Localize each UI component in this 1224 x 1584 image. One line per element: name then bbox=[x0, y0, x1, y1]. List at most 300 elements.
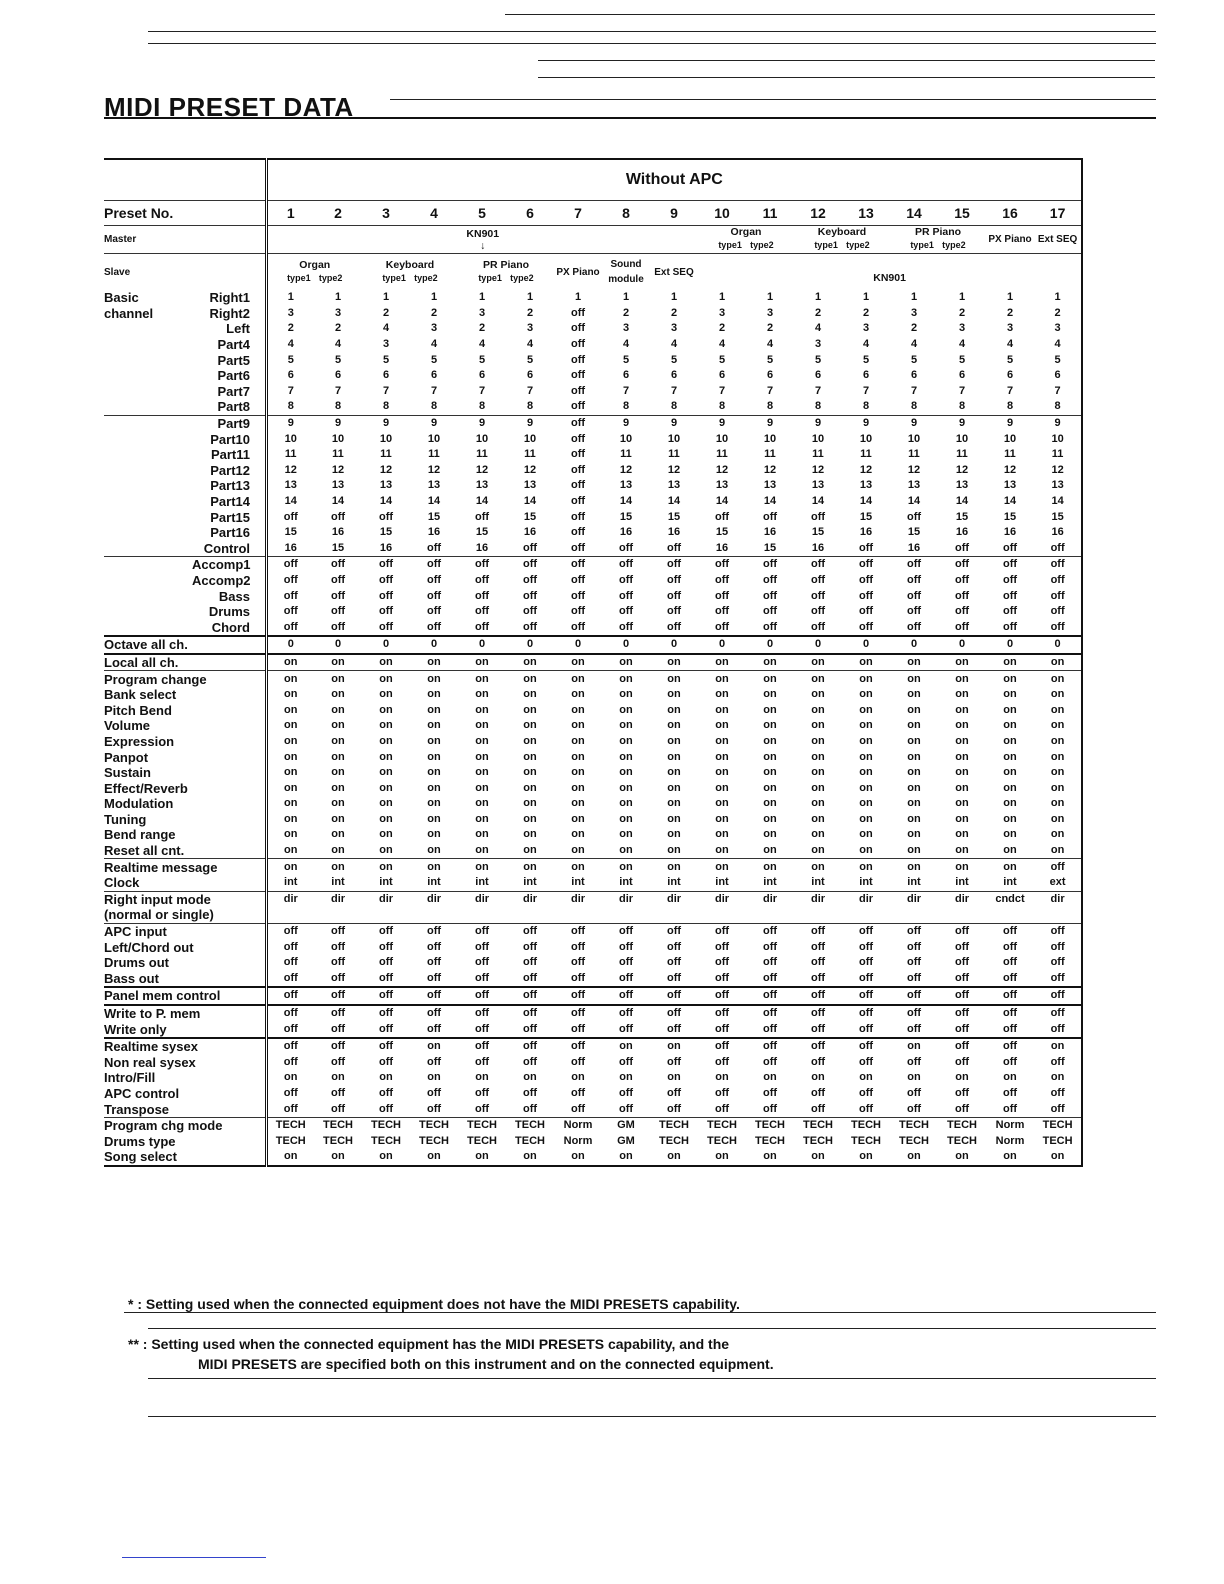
preset-number-7: 7 bbox=[554, 201, 602, 226]
table-cell: off bbox=[698, 987, 746, 1005]
table-row bbox=[104, 749, 1082, 765]
table-cell: off bbox=[283, 956, 298, 969]
table-cell: 6 bbox=[958, 369, 966, 382]
table-cell: on bbox=[427, 828, 441, 841]
table-cell: on bbox=[619, 781, 633, 794]
table-cell: 6 bbox=[910, 369, 918, 382]
table-cell: 12 bbox=[475, 463, 489, 476]
table-cell: on bbox=[1034, 843, 1082, 859]
table-cell: on bbox=[890, 1038, 938, 1055]
table-cell: on bbox=[619, 703, 633, 716]
table-cell: 6 bbox=[334, 369, 342, 382]
table-cell: off bbox=[746, 1038, 794, 1055]
table-cell: 12 bbox=[1034, 463, 1082, 479]
row-label-cell bbox=[104, 321, 266, 337]
table-row bbox=[104, 509, 1082, 525]
table-cell: off bbox=[474, 1022, 490, 1035]
table-cell: on bbox=[907, 812, 921, 825]
row-label-cell bbox=[104, 636, 266, 654]
row-sub-label: Part4 bbox=[217, 337, 250, 353]
table-cell: on bbox=[284, 688, 298, 701]
table-cell: off bbox=[858, 541, 874, 554]
table-row bbox=[104, 1005, 1082, 1022]
table-cell: on bbox=[890, 859, 938, 875]
table-cell bbox=[938, 907, 986, 923]
table-cell: on bbox=[650, 654, 698, 671]
row-label-cell bbox=[104, 671, 266, 687]
table-cell: 2 bbox=[382, 306, 390, 319]
table-cell: 14 bbox=[955, 495, 969, 508]
table-cell: on bbox=[715, 688, 729, 701]
table-cell: on bbox=[1034, 827, 1082, 843]
row-label-cell bbox=[104, 384, 266, 400]
table-cell: on bbox=[1034, 671, 1082, 687]
table-cell: TECH bbox=[506, 1117, 554, 1133]
table-cell: 1 bbox=[766, 291, 774, 304]
table-cell: 3 bbox=[718, 306, 726, 319]
table-cell: on bbox=[811, 797, 825, 810]
table-cell: 3 bbox=[910, 306, 918, 319]
table-cell: off bbox=[954, 1102, 970, 1115]
slave-ext-seq: Ext SEQ bbox=[650, 254, 698, 291]
table-cell: off bbox=[986, 1038, 1034, 1055]
master-prpiano-cell bbox=[890, 226, 986, 254]
table-cell: 1 bbox=[334, 291, 342, 304]
table-cell: on bbox=[506, 671, 554, 687]
table-cell: 4 bbox=[814, 322, 822, 335]
table-cell: on bbox=[811, 812, 825, 825]
table-cell: off bbox=[522, 956, 538, 969]
table-cell: 14 bbox=[715, 495, 729, 508]
table-cell: 0 bbox=[698, 636, 746, 654]
table-cell: on bbox=[523, 766, 537, 779]
table-cell: on bbox=[1034, 812, 1082, 828]
table-cell: off bbox=[714, 971, 730, 984]
footnote-2: ** : Setting used when the connected equipment has the MIDI PRESETS capability, and the bbox=[128, 1336, 730, 1352]
table-cell: 6 bbox=[526, 369, 534, 382]
table-cell: off bbox=[842, 1038, 890, 1055]
table-cell: on bbox=[667, 828, 681, 841]
row-label: Tuning bbox=[104, 811, 147, 827]
table-cell: on bbox=[410, 671, 458, 687]
table-cell: on bbox=[379, 719, 393, 732]
table-cell: off bbox=[810, 971, 826, 984]
table-cell: 4 bbox=[430, 338, 438, 351]
table-cell: on bbox=[314, 671, 362, 687]
table-cell: 16 bbox=[811, 541, 825, 554]
slave-label: Slave bbox=[104, 266, 131, 278]
table-cell: off bbox=[410, 923, 458, 939]
table-cell: GM bbox=[617, 1134, 635, 1147]
table-cell: off bbox=[762, 605, 778, 618]
table-cell: on bbox=[859, 797, 873, 810]
table-cell: off bbox=[362, 987, 410, 1005]
table-cell: off bbox=[522, 1102, 538, 1115]
row-label: Volume bbox=[104, 718, 150, 734]
table-cell: on bbox=[698, 1149, 746, 1166]
table-cell: Norm bbox=[995, 1134, 1025, 1147]
preset-number-4: 4 bbox=[410, 201, 458, 226]
table-cell: 16 bbox=[763, 526, 777, 539]
table-cell: off bbox=[378, 940, 394, 953]
table-cell: on bbox=[266, 671, 314, 687]
table-cell: on bbox=[859, 766, 873, 779]
table-cell: off bbox=[746, 1005, 794, 1022]
row-label: Right input mode bbox=[104, 891, 211, 907]
table-cell: on bbox=[859, 781, 873, 794]
row-sub-label: Part9 bbox=[217, 416, 250, 432]
table-cell: off bbox=[570, 448, 586, 461]
table-cell: on bbox=[571, 766, 585, 779]
table-cell: 10 bbox=[284, 432, 297, 445]
table-cell: off bbox=[1034, 955, 1082, 971]
table-cell: 1 bbox=[910, 291, 918, 304]
table-cell: 10 bbox=[859, 432, 873, 445]
table-cell: 10 bbox=[475, 432, 489, 445]
table-cell: off bbox=[266, 923, 314, 939]
table-cell: off bbox=[618, 605, 634, 618]
table-cell: off bbox=[362, 557, 410, 573]
table-cell: on bbox=[763, 812, 777, 825]
table-cell: off bbox=[330, 1086, 346, 1099]
table-row bbox=[104, 812, 1082, 828]
table-cell: on bbox=[571, 781, 585, 794]
table-cell: off bbox=[714, 1102, 730, 1115]
row-label-cell bbox=[104, 352, 266, 368]
table-cell: on bbox=[475, 688, 489, 701]
table-cell: 8 bbox=[958, 400, 966, 413]
table-cell: on bbox=[1034, 734, 1082, 750]
table-cell: on bbox=[667, 797, 681, 810]
table-cell: on bbox=[331, 734, 345, 747]
table-cell: 0 bbox=[410, 636, 458, 654]
table-cell: off bbox=[426, 1055, 442, 1068]
table-cell: off bbox=[266, 987, 314, 1005]
table-cell: off bbox=[283, 589, 298, 602]
table-cell: on bbox=[284, 828, 298, 841]
table-cell: 3 bbox=[382, 338, 390, 351]
table-cell: on bbox=[938, 859, 986, 875]
table-cell: 0 bbox=[890, 636, 938, 654]
table-row bbox=[104, 939, 1082, 955]
table-row bbox=[104, 687, 1082, 703]
table-row bbox=[104, 636, 1082, 654]
table-cell: on bbox=[331, 688, 345, 701]
row-sub-label: Part15 bbox=[210, 509, 250, 525]
table-cell: on bbox=[667, 734, 681, 747]
table-cell: on bbox=[907, 1071, 921, 1084]
table-cell: off bbox=[283, 971, 298, 984]
table-cell: on bbox=[1003, 766, 1017, 779]
row-label: Effect/Reverb bbox=[104, 780, 188, 796]
slave-keyboard-label: Keyboard bbox=[385, 258, 435, 271]
table-cell: off bbox=[618, 1022, 634, 1035]
table-cell: off bbox=[714, 605, 730, 618]
row-label-cell bbox=[104, 859, 266, 875]
table-cell: on bbox=[650, 859, 698, 875]
table-cell: on bbox=[811, 688, 825, 701]
table-cell: off bbox=[522, 971, 538, 984]
table-cell: dir bbox=[1034, 891, 1082, 907]
table-cell: Norm bbox=[986, 1117, 1034, 1133]
table-cell: 12 bbox=[427, 463, 441, 476]
slave-keyboard-type1: type1 bbox=[382, 272, 406, 283]
row-label: Bass out bbox=[104, 970, 159, 986]
table-cell: 4 bbox=[526, 338, 534, 351]
table-cell: 1 bbox=[814, 291, 822, 304]
row-label-cell bbox=[104, 687, 266, 703]
table-cell: off bbox=[554, 1005, 602, 1022]
row-label-cell bbox=[104, 509, 266, 525]
slave-prpiano-type1: type1 bbox=[478, 272, 502, 283]
table-cell: off bbox=[954, 1055, 970, 1068]
table-cell: on bbox=[554, 654, 602, 671]
row-label-cell bbox=[104, 923, 266, 939]
table-cell: off bbox=[378, 605, 394, 618]
table-cell: 10 bbox=[1003, 432, 1017, 445]
table-cell: 12 bbox=[667, 463, 681, 476]
table-row bbox=[104, 431, 1082, 447]
table-cell: on bbox=[1003, 719, 1017, 732]
table-cell: off bbox=[1034, 1101, 1082, 1117]
table-cell: 15 bbox=[859, 510, 873, 523]
table-cell: 6 bbox=[814, 369, 822, 382]
table-cell: 12 bbox=[331, 463, 345, 476]
table-cell: off bbox=[986, 1005, 1034, 1022]
table-cell: on bbox=[427, 734, 441, 747]
table-cell: on bbox=[523, 719, 537, 732]
row-label: Reset all cnt. bbox=[104, 843, 185, 859]
table-cell: on bbox=[379, 797, 393, 810]
table-cell: on bbox=[986, 1149, 1034, 1166]
table-cell: off bbox=[283, 510, 298, 523]
table-cell: off bbox=[954, 620, 970, 633]
table-cell bbox=[698, 907, 746, 923]
table-cell: TECH bbox=[371, 1134, 401, 1147]
row-label-cell bbox=[104, 654, 266, 671]
table-cell bbox=[266, 907, 314, 923]
table-cell: off bbox=[474, 940, 490, 953]
table-cell: dir bbox=[410, 891, 458, 907]
table-cell: 3 bbox=[430, 322, 438, 335]
table-cell: on bbox=[619, 688, 633, 701]
table-cell: on bbox=[811, 719, 825, 732]
table-cell: on bbox=[1003, 844, 1017, 857]
table-cell: off bbox=[378, 620, 394, 633]
table-row bbox=[104, 987, 1082, 1005]
table-cell: on bbox=[602, 671, 650, 687]
table-cell: 8 bbox=[718, 400, 726, 413]
table-cell: off bbox=[330, 620, 346, 633]
table-cell: dir bbox=[314, 891, 362, 907]
table-row bbox=[104, 1055, 1082, 1071]
table-cell: 1 bbox=[430, 291, 438, 304]
table-cell: off bbox=[954, 541, 970, 554]
table-cell: 1 bbox=[526, 291, 534, 304]
table-row bbox=[104, 780, 1082, 796]
table-cell: 13 bbox=[907, 479, 921, 492]
table-cell: 5 bbox=[430, 353, 438, 366]
table-cell: off bbox=[794, 1005, 842, 1022]
table-cell: off bbox=[890, 1005, 938, 1022]
row-sub-label: Right2 bbox=[209, 305, 250, 321]
table-cell: on bbox=[1003, 703, 1017, 716]
table-cell: off bbox=[762, 620, 778, 633]
table-cell: off bbox=[570, 940, 586, 953]
row-label: Drums type bbox=[104, 1133, 176, 1149]
table-cell: off bbox=[426, 1022, 442, 1035]
table-cell: off bbox=[522, 1055, 538, 1068]
table-cell: 1 bbox=[574, 291, 582, 304]
row-sub-label: Chord bbox=[211, 619, 250, 635]
table-cell: on bbox=[571, 844, 585, 857]
table-cell: off bbox=[378, 971, 394, 984]
table-cell: 9 bbox=[746, 415, 794, 431]
table-cell: 6 bbox=[1034, 368, 1082, 384]
table-cell: on bbox=[523, 797, 537, 810]
table-cell: on bbox=[650, 1149, 698, 1166]
table-cell bbox=[362, 907, 410, 923]
table-cell: on bbox=[859, 734, 873, 747]
table-cell: on bbox=[938, 1149, 986, 1166]
table-cell: on bbox=[1034, 1070, 1082, 1086]
table-cell: 16 bbox=[331, 526, 345, 539]
row-label: Pitch Bend bbox=[104, 702, 172, 718]
table-cell: off bbox=[618, 940, 634, 953]
table-row bbox=[104, 290, 1082, 306]
table-cell: on bbox=[619, 719, 633, 732]
table-cell: on bbox=[1003, 750, 1017, 763]
table-cell: off bbox=[570, 463, 586, 476]
table-cell: off bbox=[570, 322, 586, 335]
table-cell: 5 bbox=[526, 353, 534, 366]
row-label-cell bbox=[104, 541, 266, 557]
table-cell: off bbox=[714, 1055, 730, 1068]
table-cell: 8 bbox=[430, 400, 438, 413]
table-cell: off bbox=[810, 1102, 826, 1115]
table-cell: 13 bbox=[379, 479, 393, 492]
table-cell: off bbox=[1002, 940, 1018, 953]
table-cell: on bbox=[284, 781, 298, 794]
table-cell: TECH bbox=[755, 1134, 785, 1147]
table-cell: 15 bbox=[811, 526, 825, 539]
table-cell: off bbox=[283, 1055, 298, 1068]
table-row bbox=[104, 765, 1082, 781]
table-row bbox=[104, 955, 1082, 971]
table-row bbox=[104, 321, 1082, 337]
table-cell: on bbox=[715, 750, 729, 763]
table-cell: off bbox=[954, 573, 970, 586]
table-cell: off bbox=[1034, 1055, 1082, 1071]
table-cell: 9 bbox=[602, 415, 650, 431]
table-cell: 8 bbox=[334, 400, 342, 413]
table-cell: on bbox=[715, 828, 729, 841]
table-cell: 12 bbox=[955, 463, 969, 476]
row-label: APC control bbox=[104, 1085, 180, 1101]
table-cell: on bbox=[331, 750, 345, 763]
table-cell: off bbox=[570, 1055, 586, 1068]
table-row bbox=[104, 573, 1082, 589]
table-cell: 10 bbox=[331, 432, 345, 445]
table-cell: on bbox=[715, 703, 729, 716]
page-title: MIDI PRESET DATA bbox=[104, 92, 354, 122]
table-cell: on bbox=[571, 797, 585, 810]
table-cell: 10 bbox=[379, 432, 393, 445]
table-cell: int bbox=[955, 876, 969, 889]
table-cell: 13 bbox=[523, 479, 537, 492]
table-cell: on bbox=[314, 859, 362, 875]
table-cell: off bbox=[1002, 541, 1018, 554]
table-cell: 15 bbox=[907, 526, 921, 539]
table-cell: on bbox=[955, 844, 969, 857]
table-cell: 4 bbox=[382, 322, 390, 335]
table-cell: 11 bbox=[1034, 447, 1082, 463]
table-row bbox=[104, 875, 1082, 891]
table-cell: int bbox=[811, 876, 825, 889]
table-cell: off bbox=[1002, 1022, 1018, 1035]
table-cell: 14 bbox=[667, 495, 681, 508]
table-row bbox=[104, 827, 1082, 843]
table-cell: on bbox=[715, 797, 729, 810]
table-cell: on bbox=[955, 703, 969, 716]
table-cell: TECH bbox=[947, 1134, 977, 1147]
table-cell: on bbox=[331, 1071, 345, 1084]
table-cell: 3 bbox=[526, 322, 534, 335]
table-cell: 7 bbox=[670, 384, 678, 397]
table-row bbox=[104, 1086, 1082, 1102]
table-cell: on bbox=[811, 844, 825, 857]
row-label-cell bbox=[104, 604, 266, 620]
slave-px-piano: PX Piano bbox=[554, 254, 602, 291]
table-cell: 14 bbox=[379, 495, 393, 508]
table-cell: off bbox=[283, 573, 298, 586]
table-cell: 15 bbox=[284, 526, 297, 539]
table-cell: TECH bbox=[266, 1117, 314, 1133]
table-cell: off bbox=[714, 573, 730, 586]
table-cell: 12 bbox=[811, 463, 825, 476]
table-cell: 15 bbox=[763, 541, 777, 554]
table-cell: on bbox=[859, 750, 873, 763]
row-sub-label: Part11 bbox=[210, 447, 250, 463]
table-cell: on bbox=[410, 859, 458, 875]
table-cell: 6 bbox=[382, 369, 390, 382]
slave-keyboard-type2: type2 bbox=[414, 272, 438, 283]
table-cell: 4 bbox=[670, 338, 678, 351]
table-cell: on bbox=[986, 654, 1034, 671]
table-cell: on bbox=[523, 781, 537, 794]
table-cell: int bbox=[284, 876, 298, 889]
table-cell: off bbox=[618, 620, 634, 633]
row-label: Expression bbox=[104, 733, 175, 749]
row-sub-label: Part5 bbox=[217, 352, 250, 368]
table-cell: 10 bbox=[523, 432, 537, 445]
footnote-3: MIDI PRESETS are specified both on this instrument and on the connected equipment. bbox=[198, 1356, 774, 1372]
table-cell: on bbox=[715, 844, 729, 857]
table-cell: off bbox=[666, 605, 682, 618]
table-cell: 0 bbox=[266, 636, 314, 654]
table-cell: on bbox=[907, 844, 921, 857]
slave-kn901: KN901 bbox=[873, 272, 906, 284]
master-row bbox=[104, 226, 1082, 254]
table-cell: off bbox=[602, 987, 650, 1005]
table-cell: on bbox=[571, 703, 585, 716]
table-cell: int bbox=[619, 876, 633, 889]
row-label-cell bbox=[104, 955, 266, 971]
row-sub-label: Part6 bbox=[217, 368, 250, 384]
table-cell: 5 bbox=[622, 353, 630, 366]
table-cell: on bbox=[379, 844, 393, 857]
footnote-rule-3 bbox=[148, 1378, 1156, 1379]
